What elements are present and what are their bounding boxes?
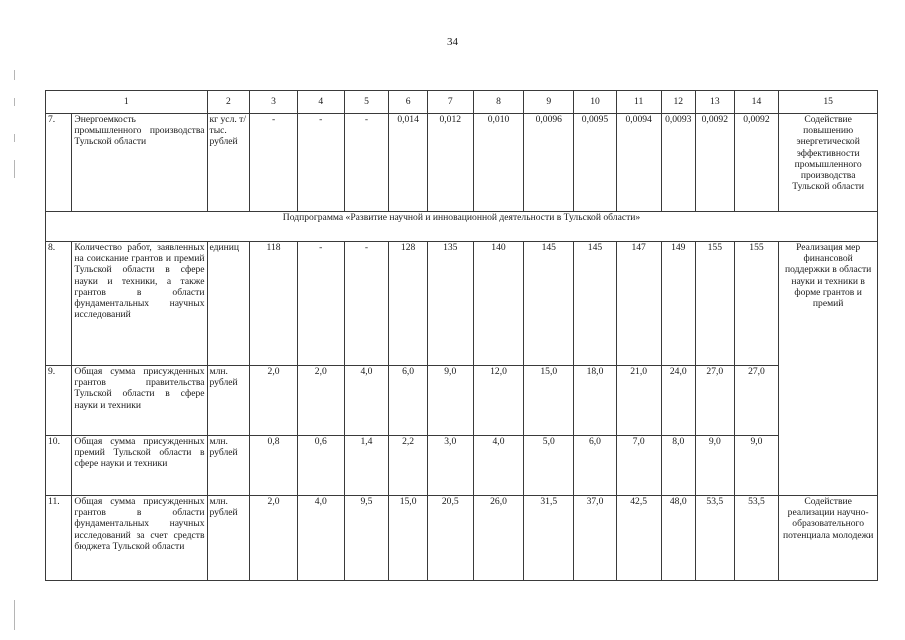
value-cell: 135 [427, 242, 473, 366]
value-cell: 0,8 [250, 436, 298, 496]
value-cell: 0,010 [473, 114, 524, 212]
margin-mark [14, 160, 15, 178]
header-cell: 4 [297, 91, 344, 114]
header-cell: 6 [389, 91, 428, 114]
value-cell: 4,0 [473, 436, 524, 496]
value-cell: 7,0 [616, 436, 661, 496]
margin-mark [14, 600, 15, 630]
value-cell: - [344, 114, 389, 212]
table-row [46, 496, 878, 581]
subprogram-row [46, 212, 878, 242]
header-cell: 10 [574, 91, 617, 114]
margin-mark [14, 70, 15, 80]
unit-cell: млн. рублей [207, 436, 250, 496]
indicators-table [45, 90, 878, 581]
value-cell: 128 [389, 242, 428, 366]
unit-cell: единиц [207, 242, 250, 366]
value-cell: - [250, 114, 298, 212]
unit-cell: млн. рублей [207, 366, 250, 436]
header-cell: 15 [779, 91, 878, 114]
value-cell: 3,0 [427, 436, 473, 496]
row-number: 9. [46, 366, 72, 436]
value-cell: 9,5 [344, 496, 389, 581]
margin-mark [14, 134, 15, 142]
value-cell: 2,2 [389, 436, 428, 496]
header-cell: 5 [344, 91, 389, 114]
table-row [46, 436, 878, 496]
page-number: 34 [447, 36, 458, 48]
unit-cell: кг усл. т/тыс. рублей [207, 114, 250, 212]
value-cell: 118 [250, 242, 298, 366]
row-number: 8. [46, 242, 72, 366]
value-cell: 2,0 [250, 496, 298, 581]
indicator-name: Общая сумма присужденных грантов в области фундаментальных научных исследований за счет средств бюджета Тульской области [72, 496, 207, 581]
value-cell: 2,0 [297, 366, 344, 436]
value-cell: 31,5 [524, 496, 574, 581]
indicator-name: Общая сумма присужденных грантов правительства Тульской области в сфере науки и техники [72, 366, 207, 436]
value-cell: 0,0095 [574, 114, 617, 212]
header-cell: 13 [696, 91, 735, 114]
value-cell: 0,012 [427, 114, 473, 212]
value-cell: 24,0 [661, 366, 696, 436]
value-cell: 155 [734, 242, 779, 366]
value-cell: 37,0 [574, 496, 617, 581]
header-cell: 2 [207, 91, 250, 114]
row-number: 11. [46, 496, 72, 581]
value-cell: 4,0 [344, 366, 389, 436]
value-cell: 53,5 [734, 496, 779, 581]
value-cell: 9,0 [696, 436, 735, 496]
value-cell: 0,0096 [524, 114, 574, 212]
value-cell: 0,0092 [696, 114, 735, 212]
header-cell: 7 [427, 91, 473, 114]
value-cell: 155 [696, 242, 735, 366]
subprogram-title: Подпрограмма «Развитие научной и инновационной деятельности в Тульской области» [46, 212, 878, 242]
note-cell: Реализация мер финансовой поддержки в области науки и техники в форме грантов и премий [779, 242, 878, 496]
value-cell: 2,0 [250, 366, 298, 436]
value-cell: 9,0 [427, 366, 473, 436]
value-cell: 48,0 [661, 496, 696, 581]
value-cell: 15,0 [389, 496, 428, 581]
value-cell: 15,0 [524, 366, 574, 436]
value-cell: - [344, 242, 389, 366]
margin-mark [14, 98, 15, 106]
value-cell: 9,0 [734, 436, 779, 496]
value-cell: 0,014 [389, 114, 428, 212]
value-cell: 18,0 [574, 366, 617, 436]
value-cell: 140 [473, 242, 524, 366]
value-cell: 12,0 [473, 366, 524, 436]
value-cell: - [297, 114, 344, 212]
table-row [46, 114, 878, 212]
value-cell: 20,5 [427, 496, 473, 581]
value-cell: 27,0 [696, 366, 735, 436]
indicator-name: Количество работ, заявленных на соискание грантов и премий Тульской области в сфере науки и техники, а также грантов в области фундаментальных научных исследований [72, 242, 207, 366]
value-cell: 149 [661, 242, 696, 366]
value-cell: 42,5 [616, 496, 661, 581]
header-cell: 12 [661, 91, 696, 114]
header-cell: 3 [250, 91, 298, 114]
value-cell: 5,0 [524, 436, 574, 496]
header-cell: 1 [46, 91, 208, 114]
value-cell: 21,0 [616, 366, 661, 436]
indicator-name: Общая сумма присужденных премий Тульской области в сфере науки и техники [72, 436, 207, 496]
header-row [46, 91, 878, 114]
header-cell: 8 [473, 91, 524, 114]
value-cell: 8,0 [661, 436, 696, 496]
header-cell: 14 [734, 91, 779, 114]
row-number: 10. [46, 436, 72, 496]
value-cell: 6,0 [574, 436, 617, 496]
value-cell: 1,4 [344, 436, 389, 496]
indicator-name: Энергоемкость промышленного производства Тульской области [72, 114, 207, 212]
value-cell: 27,0 [734, 366, 779, 436]
table-row [46, 366, 878, 436]
value-cell: 6,0 [389, 366, 428, 436]
value-cell: 145 [574, 242, 617, 366]
row-number: 7. [46, 114, 72, 212]
value-cell: 53,5 [696, 496, 735, 581]
value-cell: 0,0092 [734, 114, 779, 212]
value-cell: 4,0 [297, 496, 344, 581]
value-cell: 0,0093 [661, 114, 696, 212]
value-cell: 145 [524, 242, 574, 366]
value-cell: 0,0094 [616, 114, 661, 212]
value-cell: 0,6 [297, 436, 344, 496]
table-row [46, 242, 878, 366]
unit-cell: млн. рублей [207, 496, 250, 581]
header-cell: 9 [524, 91, 574, 114]
note-cell: Содействие реализации научно-образовательного потенциала молодежи [779, 496, 878, 581]
value-cell: 26,0 [473, 496, 524, 581]
note-cell: Содействие повышению энергетической эффективности промышленного производства Тульской области [779, 114, 878, 212]
value-cell: - [297, 242, 344, 366]
value-cell: 147 [616, 242, 661, 366]
header-cell: 11 [616, 91, 661, 114]
